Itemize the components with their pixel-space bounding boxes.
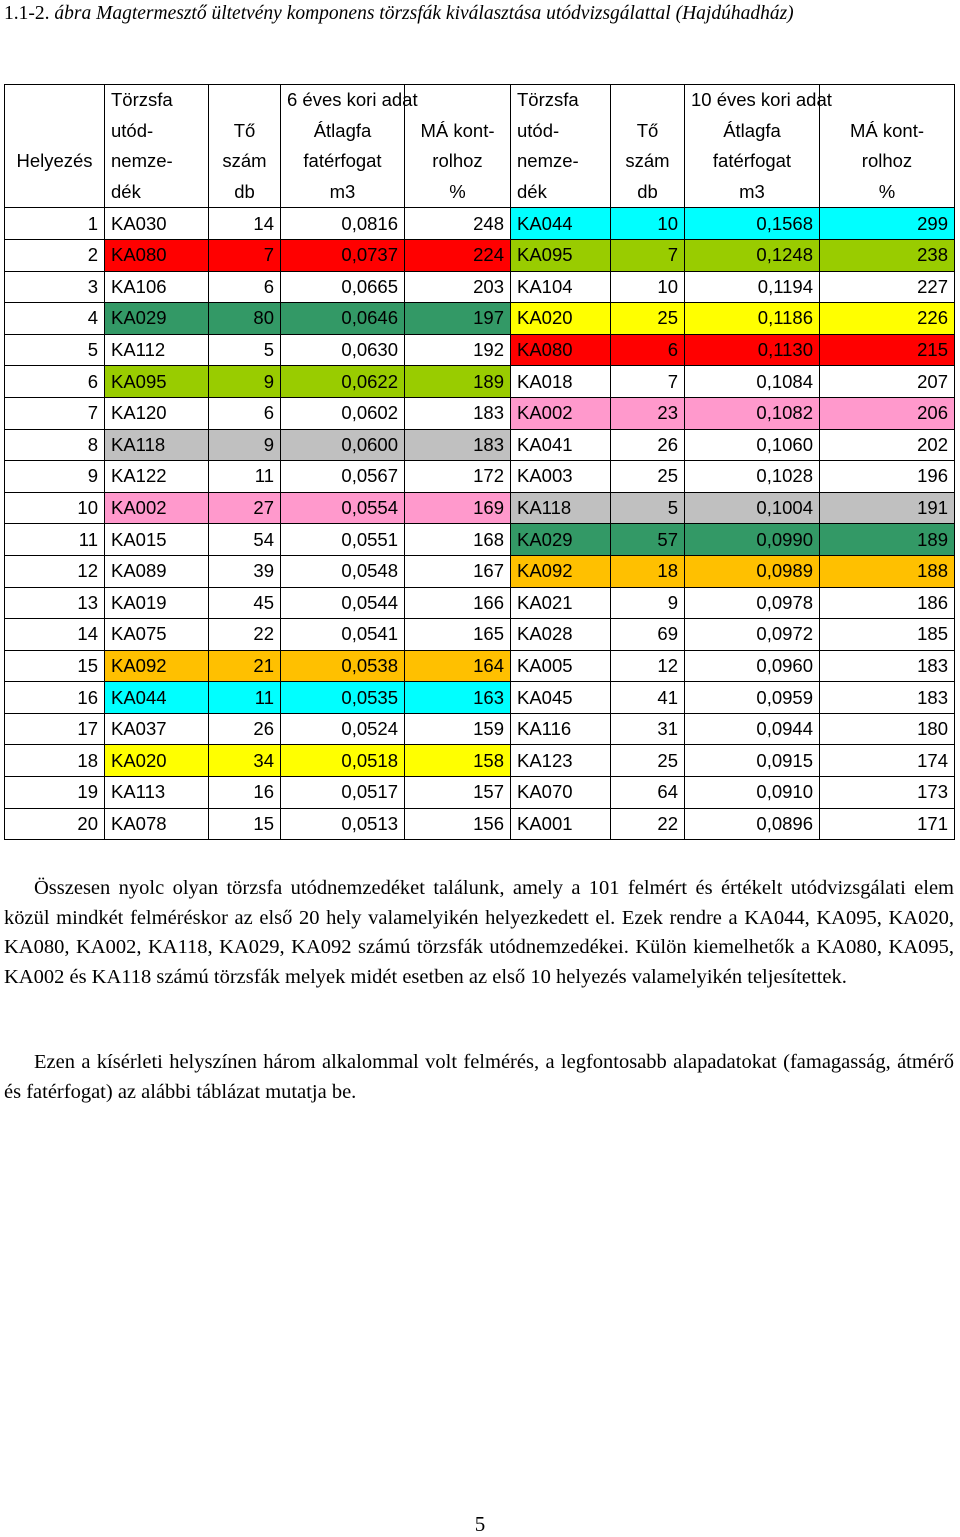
header-cell: m3 [685,177,820,208]
rank-cell: 10 [5,492,105,524]
header-cell [611,85,685,116]
table-row [5,461,955,493]
age10-volume-cell: 0,0896 [685,808,820,840]
caption-text: ábra Magtermesztő ültetvény komponens törzsfák kiválasztása utódvizsgálattal (Hajdúhadház) [54,3,794,24]
header-row [5,146,955,177]
age10-volume-cell: 0,0959 [685,682,820,714]
age10-count-cell: 57 [611,524,685,556]
age6-progeny-cell: KA037 [105,713,209,745]
age6-progeny-cell: KA078 [105,808,209,840]
header-cell: 10 éves kori adat [685,85,820,116]
header-cell: % [820,177,955,208]
rank-cell: 2 [5,239,105,271]
header-cell: dék [511,177,611,208]
age10-percent-cell: 238 [820,239,955,271]
age6-volume-cell: 0,0737 [281,239,405,271]
age6-count-cell: 54 [209,524,281,556]
rank-cell: 18 [5,745,105,777]
age10-volume-cell: 0,1194 [685,271,820,303]
age6-count-cell: 9 [209,366,281,398]
age6-count-cell: 11 [209,461,281,493]
table-row [5,303,955,335]
age6-percent-cell: 156 [405,808,511,840]
age10-progeny-cell: KA005 [511,650,611,682]
age6-volume-cell: 0,0646 [281,303,405,335]
age6-count-cell: 45 [209,587,281,619]
header-cell: fatérfogat [685,146,820,177]
table-row [5,619,955,651]
header-cell [5,116,105,147]
table-row [5,777,955,809]
age10-volume-cell: 0,1130 [685,334,820,366]
age10-count-cell: 41 [611,682,685,714]
figure-caption [4,0,954,28]
table-row [5,587,955,619]
age6-volume-cell: 0,0551 [281,524,405,556]
rank-cell: 13 [5,587,105,619]
intro-paragraph: Ezen a kísérleti helyszínen három alkalommal volt felmérés, a legfontosabb alapadatokat (famagasság, átmérő és fatérfogat) az alábbi táblázat mutatja be. [4,1051,954,1103]
table-row [5,650,955,682]
age10-count-cell: 25 [611,303,685,335]
header-row [5,85,955,116]
age6-count-cell: 6 [209,397,281,429]
age6-count-cell: 21 [209,650,281,682]
header-cell: Törzsfa [511,85,611,116]
age10-progeny-cell: KA116 [511,713,611,745]
age10-count-cell: 7 [611,239,685,271]
header-cell [820,85,955,116]
table-row [5,397,955,429]
age10-count-cell: 6 [611,334,685,366]
table-row [5,682,955,714]
age10-count-cell: 7 [611,366,685,398]
age10-count-cell: 25 [611,461,685,493]
age6-progeny-cell: KA029 [105,303,209,335]
rank-cell: 9 [5,461,105,493]
age6-volume-cell: 0,0524 [281,713,405,745]
age10-progeny-cell: KA123 [511,745,611,777]
age6-progeny-cell: KA113 [105,777,209,809]
age6-progeny-cell: KA120 [105,397,209,429]
header-cell: rolhoz [820,146,955,177]
age10-count-cell: 26 [611,429,685,461]
age6-volume-cell: 0,0554 [281,492,405,524]
age6-progeny-cell: KA002 [105,492,209,524]
header-cell [5,177,105,208]
rank-cell: 6 [5,366,105,398]
age6-volume-cell: 0,0630 [281,334,405,366]
table-row [5,524,955,556]
table-row [5,334,955,366]
header-cell: Helyezés [5,146,105,177]
header-cell: m3 [281,177,405,208]
age10-progeny-cell: KA021 [511,587,611,619]
age10-volume-cell: 0,1028 [685,461,820,493]
header-cell: db [209,177,281,208]
age10-percent-cell: 191 [820,492,955,524]
age6-volume-cell: 0,0517 [281,777,405,809]
age10-progeny-cell: KA020 [511,303,611,335]
table-row [5,713,955,745]
age10-percent-cell: 180 [820,713,955,745]
age10-volume-cell: 0,1186 [685,303,820,335]
age10-percent-cell: 202 [820,429,955,461]
age6-count-cell: 27 [209,492,281,524]
age6-percent-cell: 192 [405,334,511,366]
age10-volume-cell: 0,1060 [685,429,820,461]
header-cell: szám [209,146,281,177]
age10-count-cell: 10 [611,208,685,240]
age6-volume-cell: 0,0567 [281,461,405,493]
age10-percent-cell: 196 [820,461,955,493]
table-body [5,208,955,840]
header-cell [209,85,281,116]
header-cell: utód- [511,116,611,147]
age10-count-cell: 31 [611,713,685,745]
age10-percent-cell: 188 [820,555,955,587]
table-row [5,366,955,398]
rank-cell: 3 [5,271,105,303]
age6-percent-cell: 224 [405,239,511,271]
rank-cell: 5 [5,334,105,366]
header-cell: Törzsfa [105,85,209,116]
age10-volume-cell: 0,0978 [685,587,820,619]
summary-paragraph: Összesen nyolc olyan törzsfa utódnemzedéket találunk, amely a 101 felmért és értékelt utódvizsgálati elem közül mindkét felméréskor az első 20 hely valamelyikén helyezkedett el. Ezek rendre a KA044, KA095, KA020, KA080, KA002, KA118, KA029, KA092 számú törzsfák utódnemzedékei. Külön kiemelhetők a KA080, KA095, KA002 és KA118 számú törzsfák melyek midét esetben az első 10 helyezés valamelyikén teljesítettek. [4,877,954,988]
age10-progeny-cell: KA003 [511,461,611,493]
age10-percent-cell: 299 [820,208,955,240]
header-cell: MÁ kont- [405,116,511,147]
header-cell: fatérfogat [281,146,405,177]
caption-number: 1.1-2. [4,3,50,24]
age6-volume-cell: 0,0816 [281,208,405,240]
age10-percent-cell: 173 [820,777,955,809]
age10-count-cell: 10 [611,271,685,303]
age6-volume-cell: 0,0538 [281,650,405,682]
rank-cell: 20 [5,808,105,840]
age6-count-cell: 9 [209,429,281,461]
age10-percent-cell: 183 [820,682,955,714]
age10-percent-cell: 226 [820,303,955,335]
age6-percent-cell: 163 [405,682,511,714]
age10-volume-cell: 0,0915 [685,745,820,777]
age6-count-cell: 7 [209,239,281,271]
age6-count-cell: 6 [209,271,281,303]
age6-volume-cell: 0,0544 [281,587,405,619]
age10-count-cell: 22 [611,808,685,840]
age10-volume-cell: 0,0972 [685,619,820,651]
age10-progeny-cell: KA028 [511,619,611,651]
table-row [5,492,955,524]
age6-progeny-cell: KA112 [105,334,209,366]
age10-progeny-cell: KA118 [511,492,611,524]
age6-percent-cell: 172 [405,461,511,493]
age10-count-cell: 9 [611,587,685,619]
age10-volume-cell: 0,0989 [685,555,820,587]
age6-percent-cell: 166 [405,587,511,619]
age10-percent-cell: 207 [820,366,955,398]
age6-volume-cell: 0,0600 [281,429,405,461]
table-row [5,555,955,587]
age10-percent-cell: 206 [820,397,955,429]
age6-progeny-cell: KA122 [105,461,209,493]
age6-progeny-cell: KA020 [105,745,209,777]
age6-count-cell: 22 [209,619,281,651]
age6-percent-cell: 164 [405,650,511,682]
age6-volume-cell: 0,0665 [281,271,405,303]
age6-volume-cell: 0,0518 [281,745,405,777]
age6-progeny-cell: KA075 [105,619,209,651]
age6-percent-cell: 189 [405,366,511,398]
header-cell: MÁ kont- [820,116,955,147]
header-cell: db [611,177,685,208]
age6-progeny-cell: KA015 [105,524,209,556]
table-row [5,808,955,840]
age6-percent-cell: 167 [405,555,511,587]
age6-progeny-cell: KA089 [105,555,209,587]
age10-percent-cell: 186 [820,587,955,619]
age6-progeny-cell: KA106 [105,271,209,303]
age6-percent-cell: 197 [405,303,511,335]
age10-percent-cell: 171 [820,808,955,840]
age10-progeny-cell: KA080 [511,334,611,366]
age10-progeny-cell: KA092 [511,555,611,587]
age6-count-cell: 11 [209,682,281,714]
age10-count-cell: 5 [611,492,685,524]
rank-cell: 19 [5,777,105,809]
age10-progeny-cell: KA070 [511,777,611,809]
header-cell: utód- [105,116,209,147]
header-cell: Tő [209,116,281,147]
age10-volume-cell: 0,1084 [685,366,820,398]
age6-progeny-cell: KA044 [105,682,209,714]
header-cell: nemze- [511,146,611,177]
header-cell: rolhoz [405,146,511,177]
age6-count-cell: 39 [209,555,281,587]
age10-percent-cell: 227 [820,271,955,303]
age10-count-cell: 25 [611,745,685,777]
age6-volume-cell: 0,0622 [281,366,405,398]
age10-progeny-cell: KA104 [511,271,611,303]
age10-volume-cell: 0,0990 [685,524,820,556]
age10-progeny-cell: KA044 [511,208,611,240]
header-cell [5,85,105,116]
rank-cell: 8 [5,429,105,461]
age6-percent-cell: 168 [405,524,511,556]
age6-percent-cell: 169 [405,492,511,524]
rank-cell: 17 [5,713,105,745]
age10-volume-cell: 0,0910 [685,777,820,809]
age6-progeny-cell: KA095 [105,366,209,398]
age6-percent-cell: 165 [405,619,511,651]
age10-volume-cell: 0,0944 [685,713,820,745]
age10-count-cell: 64 [611,777,685,809]
age10-count-cell: 69 [611,619,685,651]
age6-volume-cell: 0,0602 [281,397,405,429]
age6-count-cell: 15 [209,808,281,840]
age10-volume-cell: 0,0960 [685,650,820,682]
age6-count-cell: 5 [209,334,281,366]
age6-progeny-cell: KA019 [105,587,209,619]
page-number: 5 [474,1512,486,1536]
header-row [5,177,955,208]
rank-cell: 4 [5,303,105,335]
table-row [5,745,955,777]
age6-percent-cell: 203 [405,271,511,303]
age10-progeny-cell: KA095 [511,239,611,271]
age6-percent-cell: 158 [405,745,511,777]
age6-progeny-cell: KA030 [105,208,209,240]
age10-volume-cell: 0,1248 [685,239,820,271]
age10-progeny-cell: KA018 [511,366,611,398]
age6-count-cell: 80 [209,303,281,335]
age10-percent-cell: 189 [820,524,955,556]
rank-cell: 15 [5,650,105,682]
header-cell: szám [611,146,685,177]
age10-progeny-cell: KA001 [511,808,611,840]
age10-volume-cell: 0,1082 [685,397,820,429]
header-cell: dék [105,177,209,208]
progeny-ranking-table [4,84,955,840]
age6-volume-cell: 0,0513 [281,808,405,840]
age10-progeny-cell: KA002 [511,397,611,429]
age6-volume-cell: 0,0548 [281,555,405,587]
rank-cell: 12 [5,555,105,587]
rank-cell: 7 [5,397,105,429]
age6-progeny-cell: KA118 [105,429,209,461]
age10-progeny-cell: KA045 [511,682,611,714]
table-row [5,239,955,271]
rank-cell: 14 [5,619,105,651]
header-cell: % [405,177,511,208]
age10-progeny-cell: KA041 [511,429,611,461]
age10-volume-cell: 0,1004 [685,492,820,524]
header-cell: Átlagfa [281,116,405,147]
table-row [5,208,955,240]
age6-count-cell: 26 [209,713,281,745]
header-row [5,116,955,147]
age6-count-cell: 14 [209,208,281,240]
rank-cell: 1 [5,208,105,240]
header-cell: nemze- [105,146,209,177]
age10-percent-cell: 174 [820,745,955,777]
header-cell: 6 éves kori adat [281,85,405,116]
rank-cell: 16 [5,682,105,714]
age6-percent-cell: 159 [405,713,511,745]
age6-progeny-cell: KA092 [105,650,209,682]
table-row [5,271,955,303]
age10-count-cell: 12 [611,650,685,682]
age6-percent-cell: 183 [405,397,511,429]
age10-count-cell: 23 [611,397,685,429]
age6-percent-cell: 248 [405,208,511,240]
age10-volume-cell: 0,1568 [685,208,820,240]
age6-count-cell: 16 [209,777,281,809]
table-row [5,429,955,461]
age6-progeny-cell: KA080 [105,239,209,271]
age6-volume-cell: 0,0535 [281,682,405,714]
age10-percent-cell: 215 [820,334,955,366]
age6-percent-cell: 157 [405,777,511,809]
age10-progeny-cell: KA029 [511,524,611,556]
age10-count-cell: 18 [611,555,685,587]
age6-percent-cell: 183 [405,429,511,461]
header-cell [405,85,511,116]
age6-count-cell: 34 [209,745,281,777]
header-cell: Tő [611,116,685,147]
rank-cell: 11 [5,524,105,556]
header-cell: Átlagfa [685,116,820,147]
table-header [5,85,955,208]
age10-percent-cell: 183 [820,650,955,682]
age6-volume-cell: 0,0541 [281,619,405,651]
age10-percent-cell: 185 [820,619,955,651]
